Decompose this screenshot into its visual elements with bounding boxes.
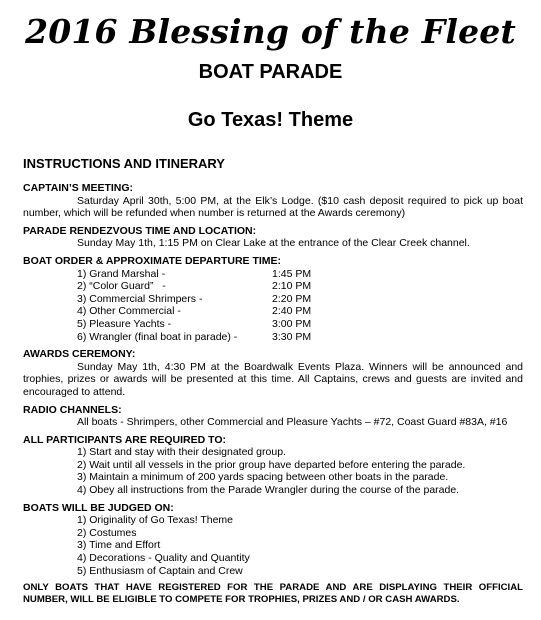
order-label: 3) Commercial Shrimpers - [77,292,203,305]
awards-heading: AWARDS CEREMONY: [23,348,136,361]
boat-order-heading: BOAT ORDER & APPROXIMATE DEPARTURE TIME: [23,254,282,267]
order-row [23,268,523,281]
order-row [23,331,523,344]
order-label: 2) “Color Guard” - [77,280,166,293]
order-label: 5) Pleasure Yachts - [77,317,172,330]
section-title: INSTRUCTIONS AND ITINERARY [23,156,225,171]
requirements-section [23,434,523,497]
captains-meeting-section [23,182,523,220]
order-label: 1) Grand Marshal - [77,267,166,280]
itinerary-content [23,182,523,606]
list-item: 2) Wait until all vessels in the prior group have departed before entering the parade. [77,458,466,471]
main-title: 2016 Blessing of the Fleet [25,12,516,51]
title-block [0,12,541,52]
radio-heading: RADIO CHANNELS: [23,403,122,416]
order-time: 3:30 PM [272,330,312,343]
order-row [23,293,523,306]
order-row [23,318,523,331]
rendezvous-heading: PARADE RENDEZVOUS TIME AND LOCATION: [23,224,257,237]
rendezvous-text: Sunday May 1th, 1:15 PM on Clear Lake at the entrance of the Clear Creek channel. [77,237,470,250]
captains-meeting-heading: CAPTAIN’S MEETING: [23,182,134,194]
theme-title: Go Texas! Theme [187,109,354,131]
order-time: 2:40 PM [272,305,312,318]
captains-meeting-text: Saturday April 30th, 5:00 PM, at the Elk’s Lodge. ($10 cash deposit required to pick up boat number, which will be refunded when number is returned at the Awards ceremony) [23,194,523,220]
judging-section [23,502,523,578]
judging-heading: BOATS WILL BE JUDGED ON: [23,501,174,514]
awards-section [23,348,523,398]
list-item: 4) Decorations - Quality and Quantity [77,552,250,565]
rendezvous-section [23,225,523,250]
eligibility-note: ONLY BOATS THAT HAVE REGISTERED FOR THE PARADE AND ARE DISPLAYING THEIR OFFICIAL NUMBER, WILL BE ELIGIBLE TO COMPETE FOR TROPHIES, PRIZES AND / OR CASH AWARDS. [23,582,523,606]
order-row [23,280,523,293]
list-item: 1) Start and stay with their designated group. [77,446,286,459]
list-item: 1) Originality of Go Texas! Theme [77,514,234,527]
order-row [23,305,523,318]
list-item: 3) Time and Effort [77,539,161,552]
order-time: 2:20 PM [272,292,312,305]
subtitle: BOAT PARADE [198,61,343,83]
list-item: 3) Maintain a minimum of 200 yards spacing between other boats in the parade. [77,471,449,484]
order-time: 1:45 PM [272,267,312,280]
radio-text: All boats - Shrimpers, other Commercial and Pleasure Yachts – #72, Coast Guard #83A, #16 [77,416,508,429]
awards-text: Sunday May 1th, 4:30 PM at the Boardwalk Events Plaza. Winners will be announced and trophies, prizes or awards will be presented at this time. All Captains, crews and guests are invited and encouraged to attend. [23,360,523,398]
list-item: 4) Obey all instructions from the Parade Wrangler during the course of the parade. [77,484,460,497]
order-label: 4) Other Commercial - [77,305,181,318]
order-time: 3:00 PM [272,317,312,330]
requirements-heading: ALL PARTICIPANTS ARE REQUIRED TO: [23,433,227,446]
boat-order-section [23,255,523,343]
order-time: 2:10 PM [272,280,312,293]
order-label: 6) Wrangler (final boat in parade) - [77,330,238,343]
list-item: 5) Enthusiasm of Captain and Crew [77,564,243,577]
list-item: 2) Costumes [77,526,137,539]
radio-section [23,404,523,429]
